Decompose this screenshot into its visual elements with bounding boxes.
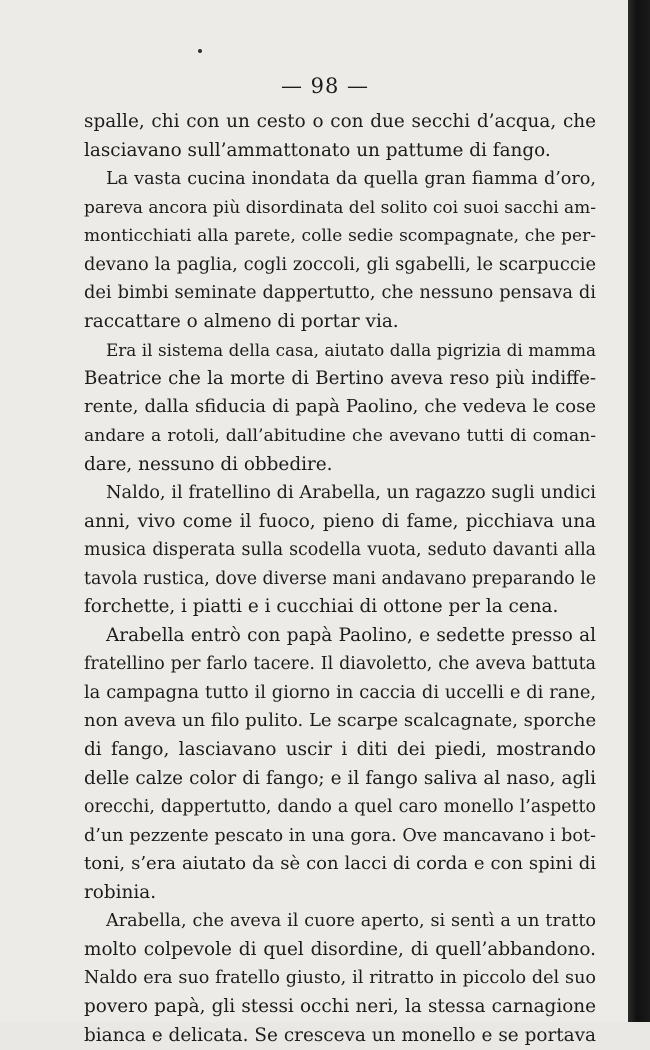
text-line: fratellino per farlo tacere. Il diavoletto, che aveva battuta: [84, 650, 596, 679]
text-line: monticchiati alla parete, colle sedie scompagnate, che per-: [84, 222, 596, 251]
text-line: Arabella, che aveva il cuore aperto, si sentì a un tratto: [84, 907, 596, 936]
ink-speck: [198, 49, 202, 53]
text-line: spalle, chi con un cesto o con due secchi d’acqua, che: [84, 108, 596, 137]
text-line: robinia.: [84, 879, 596, 908]
text-line: povero papà, gli stessi occhi neri, la stessa carnagione: [84, 993, 596, 1022]
text-line: orecchi, dappertutto, dando a quel caro monello l’aspetto: [84, 793, 596, 822]
text-line: toni, s’era aiutato da sè con lacci di corda e con spini di: [84, 850, 596, 879]
text-line: molto colpevole di quel disordine, di quell’abbandono.: [84, 936, 596, 965]
text-line: bianca e delicata. Se cresceva un monello e se portava: [84, 1022, 596, 1050]
text-line: la campagna tutto il giorno in caccia di uccelli e di rane,: [84, 679, 596, 708]
text-line: forchette, i piatti e i cucchiai di ottone per la cena.: [84, 593, 596, 622]
text-line: devano la paglia, cogli zoccoli, gli sgabelli, le scarpuccie: [84, 251, 596, 280]
text-line: pareva ancora più disordinata del solito coi suoi sacchi am-: [84, 194, 596, 223]
text-line: tavola rustica, dove diverse mani andavano preparando le: [84, 565, 596, 594]
body-text: [84, 108, 596, 1050]
binding-edge: [628, 0, 650, 1022]
text-line: d’un pezzente pescato in una gora. Ove mancavano i bot-: [84, 822, 596, 851]
text-line: non aveva un filo pulito. Le scarpe scalcagnate, sporche: [84, 707, 596, 736]
text-line: Naldo, il fratellino di Arabella, un ragazzo sugli undici: [84, 479, 596, 508]
text-line: Arabella entrò con papà Paolino, e sedette presso al: [84, 622, 596, 651]
text-line: Naldo era suo fratello giusto, il ritratto in piccolo del suo: [84, 964, 596, 993]
text-line: Beatrice che la morte di Bertino aveva reso più indiffe-: [84, 365, 596, 394]
text-line: Era il sistema della casa, aiutato dalla pigrizia di mamma: [84, 336, 596, 365]
text-line: di fango, lasciavano uscir i diti dei piedi, mostrando: [84, 736, 596, 765]
text-line: lasciavano sull’ammattonato un pattume di fango.: [84, 137, 596, 166]
text-line: rente, dalla sfiducia di papà Paolino, che vedeva le cose: [84, 393, 596, 422]
text-line: dei bimbi seminate dappertutto, che nessuno pensava di: [84, 279, 596, 308]
text-line: La vasta cucina inondata da quella gran fiamma d’oro,: [84, 165, 596, 194]
page-number: — 98 —: [0, 74, 650, 98]
text-line: dare, nessuno di obbedire.: [84, 451, 596, 480]
text-line: andare a rotoli, dall’abitudine che avevano tutti di coman-: [84, 422, 596, 451]
text-line: raccattare o almeno di portar via.: [84, 308, 596, 337]
text-line: delle calze color di fango; e il fango saliva al naso, agli: [84, 765, 596, 794]
text-line: musica disperata sulla scodella vuota, seduto davanti alla: [84, 536, 596, 565]
text-line: anni, vivo come il fuoco, pieno di fame, picchiava una: [84, 508, 596, 537]
